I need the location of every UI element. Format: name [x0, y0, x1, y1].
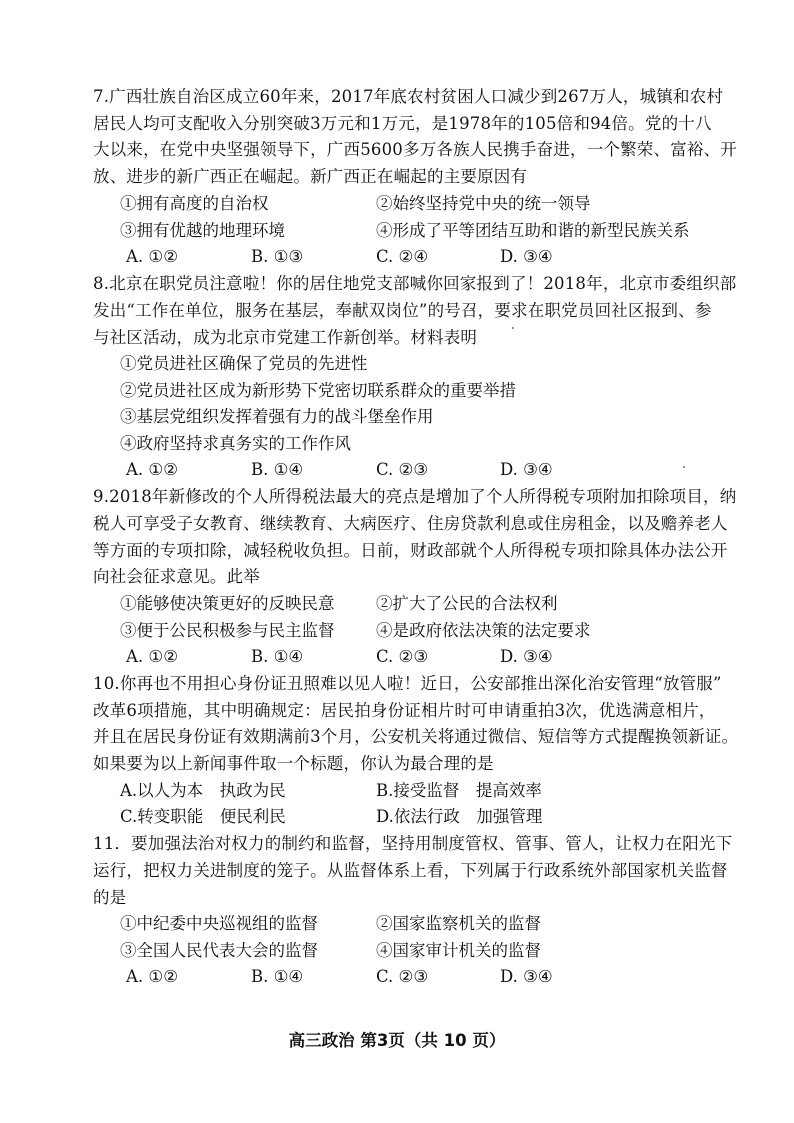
- q9-choice-a: A. ①②: [126, 647, 178, 666]
- q10-choice-b: B.接受监督 提高效率: [376, 781, 542, 800]
- q7-choice-d: D. ③④: [500, 247, 553, 266]
- q7-statement-2: ②始终坚持党中央的统一领导: [376, 194, 591, 213]
- scan-speck: [683, 466, 685, 468]
- q7-statement-3: ③拥有优越的地理环境: [120, 221, 285, 240]
- q8-statement-2: ②党员进社区成为新形势下党密切联系群众的重要举措: [120, 381, 516, 400]
- q7-choice-a: A. ①②: [126, 247, 178, 266]
- q8-stem-line-2: 发出“工作在单位，服务在基层，奉献双岗位”的号召，要求在职党员回社区报到、参: [93, 301, 712, 320]
- q7-stem-line-3: 大以来，在党中央坚强领导下，广西5600多万各族人民携手奋进，一个繁荣、富裕、开: [93, 140, 737, 159]
- q9-statement-3: ③便于公民积极参与民主监督: [120, 621, 335, 640]
- q11-choice-c: C. ②③: [376, 967, 429, 986]
- scan-speck: [512, 327, 514, 329]
- q9-choice-c: C. ②③: [376, 647, 429, 666]
- q11-choice-d: D. ③④: [500, 967, 553, 986]
- q11-stem-line-3: 的是: [93, 888, 127, 907]
- q7-choice-c: C. ②④: [376, 247, 429, 266]
- q8-statement-4: ④政府坚持求真务实的工作作风: [120, 434, 351, 453]
- q10-stem-line-3: 并且在居民身份证有效期满前3个月，公安机关将通过微信、短信等方式提醒换领新证。: [93, 727, 739, 746]
- q10-choice-d: D.依法行政 加强管理: [376, 807, 543, 826]
- q11-statement-4: ④国家审计机关的监督: [376, 941, 541, 960]
- q8-stem-line-1: 8.北京在职党员注意啦！你的居住地党支部喊你回家报到了！2018年，北京市委组织部: [93, 274, 737, 293]
- q10-stem-line-4: 如果要为以上新闻事件取一个标题，你认为最合理的是: [93, 754, 494, 773]
- q9-choice-d: D. ③④: [500, 647, 553, 666]
- q11-stem-line-1: 11．要加强法治对权力的制约和监督，坚持用制度管权、管事、管人，让权力在阳光下: [93, 834, 733, 853]
- q11-stem-line-2: 运行，把权力关进制度的笼子。从监督体系上看，下列属于行政系统外部国家机关监督: [93, 861, 728, 880]
- q9-stem-line-2: 税人可享受子女教育、继续教育、大病医疗、住房贷款利息或住房租金，以及赡养老人: [93, 514, 728, 533]
- q11-statement-3: ③全国人民代表大会的监督: [120, 941, 318, 960]
- q7-statement-4: ④形成了平等团结互助和谐的新型民族关系: [376, 221, 690, 240]
- q9-statement-2: ②扩大了公民的合法权利: [376, 594, 558, 613]
- q8-choice-c: C. ②③: [376, 460, 429, 479]
- q10-choice-a: A.以人为本 执政为民: [120, 781, 286, 800]
- q10-stem-line-2: 改革6项措施，其中明确规定：居民拍身份证相片时可申请重拍3次，优选满意相片，: [93, 701, 716, 720]
- q9-stem-line-4: 向社会征求意见。此举: [93, 567, 260, 586]
- q10-choice-c: C.转变职能 便民利民: [120, 807, 286, 826]
- q8-statement-1: ①党员进社区确保了党员的先进性: [120, 354, 368, 373]
- q7-statement-1: ①拥有高度的自治权: [120, 194, 269, 213]
- q8-statement-3: ③基层党组织发挥着强有力的战斗堡垒作用: [120, 407, 434, 426]
- q8-choice-b: B. ①④: [251, 460, 304, 479]
- q11-statement-1: ①中纪委中央巡视组的监督: [120, 914, 318, 933]
- q11-choice-b: B. ①④: [251, 967, 304, 986]
- q8-choice-d: D. ③④: [500, 460, 553, 479]
- q7-choice-b: B. ①③: [251, 247, 304, 266]
- q9-stem-line-1: 9.2018年新修改的个人所得税法最大的亮点是增加了个人所得税专项附加扣除项目，纳: [93, 487, 737, 506]
- q9-stem-line-3: 等方面的专项扣除，减轻税收负担。日前，财政部就个人所得税专项扣除具体办法公开: [93, 541, 728, 560]
- q7-stem-line-1: 7.广西壮族自治区成立60年来，2017年底农村贫困人口减少到267万人，城镇和农村: [93, 87, 724, 106]
- q9-statement-4: ④是政府依法决策的法定要求: [376, 621, 591, 640]
- q9-statement-1: ①能够使决策更好的反映民意: [120, 594, 335, 613]
- q11-choice-a: A. ①②: [126, 967, 178, 986]
- page-footer: 高三政治 第3页（共 10 页）: [288, 1031, 506, 1050]
- q11-statement-2: ②国家监察机关的监督: [376, 914, 541, 933]
- q8-choice-a: A. ①②: [126, 460, 178, 479]
- q8-stem-line-3: 与社区活动，成为北京市党建工作新创举。材料表明: [93, 328, 478, 347]
- q7-stem-line-2: 居民人均可支配收入分别突破3万元和1万元，是1978年的105倍和94倍。党的十八: [93, 114, 712, 133]
- q7-stem-line-4: 放、进步的新广西正在崛起。新广西正在崛起的主要原因有: [93, 167, 528, 186]
- q9-choice-b: B. ①④: [251, 647, 304, 666]
- q10-stem-line-1: 10.你再也不用担心身份证丑照难以见人啦！近日，公安部推出深化治安管理“放管服”: [93, 674, 722, 693]
